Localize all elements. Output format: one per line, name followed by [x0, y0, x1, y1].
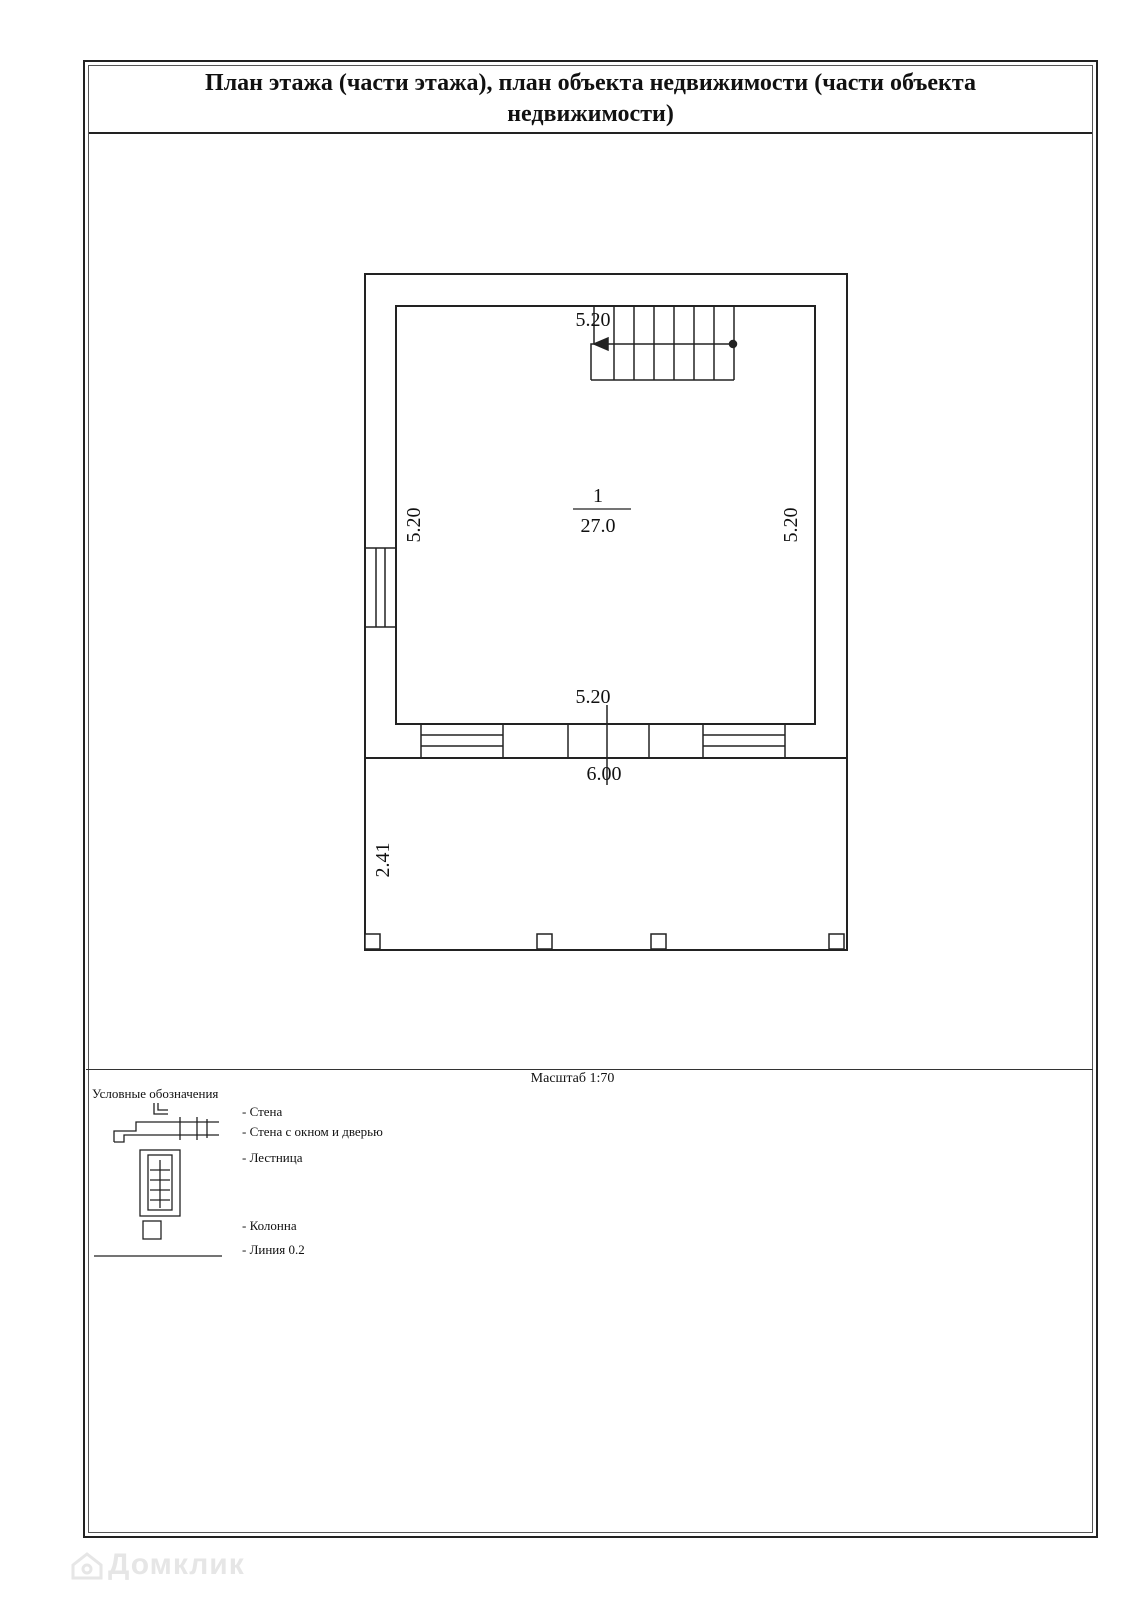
scale-divider [86, 1069, 1093, 1070]
room-number: 1 [593, 485, 603, 507]
title-line-1: План этажа (части этажа), план объекта недвижимости (части объекта [205, 70, 976, 96]
page-title [89, 66, 1092, 134]
sheet-inner-border [88, 65, 1093, 1533]
scale-label: Масштаб 1:70 [530, 1071, 615, 1086]
watermark-logo [70, 1548, 245, 1582]
title-line-2: недвижимости) [507, 101, 674, 127]
house-icon [70, 1551, 104, 1581]
dim-bottom-inner: 5.20 [575, 686, 611, 708]
dim-right: 5.20 [780, 507, 802, 543]
room-area: 27.0 [580, 515, 616, 537]
legend-label-wall-window-door: - Стена с окном и дверью [242, 1124, 383, 1139]
dim-outer-width: 6.00 [586, 763, 622, 785]
dim-left: 5.20 [403, 507, 425, 543]
legend-label-staircase: - Лестница [242, 1150, 303, 1165]
legend-label-line: - Линия 0.2 [242, 1242, 305, 1257]
legend-label-wall: - Стена [242, 1104, 283, 1119]
watermark-text: Домклик [108, 1548, 245, 1581]
legend-label-column: - Колонна [242, 1218, 297, 1233]
dim-stair: 5.20 [575, 309, 611, 331]
dim-terrace: 2.41 [372, 842, 394, 878]
document-sheet [83, 60, 1098, 1538]
legend-title: Условные обозначения [92, 1086, 219, 1101]
